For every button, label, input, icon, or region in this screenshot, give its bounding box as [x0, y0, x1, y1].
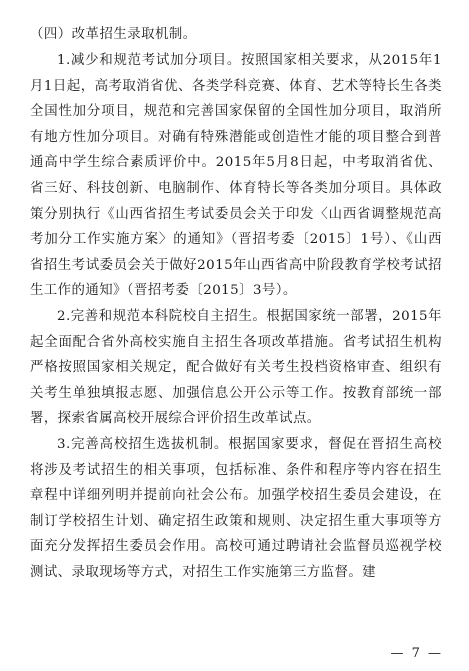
- document-page: [30, 22, 442, 585]
- paragraph-3: 3.完善高校招生选拔机制。根据国家要求，督促在晋招生高校将涉及考试招生的相关事项，包括标准、条件和程序等内容在招生章程中详细列明并提前向社会公布。加强学校招生委员会建设，在制订学校招生计划、确定招生政策和规则、决定招生重大事项等方面充分发挥招生委员会作用。高校可通过聘请社会监督员巡视学校测试、录取现场等方式，对招生工作实施第三方监督。建: [30, 436, 442, 580]
- section-heading: （四）改革招生录取机制。: [30, 27, 197, 42]
- paragraph-1: 1.减少和规范考试加分项目。按照国家相关要求，从2015年1月1日起，高考取消省优、各类学科竞赛、体育、艺术等特长生各类全国性加分项目，规范和完善国家保留的全国性加分项目，取消所有地方性加分项目。对确有特殊潜能或创造性才能的项目整合到普通高中学生综合素质评价中。2015年5月8日起，中考取消省优、省三好、科技创新、电脑制作、体育特长等各类加分项目。具体政策分别执行《山西省招生考试委员会关于印发〈山西省调整规范高考加分工作实施方案〉的通知》（晋招考委〔2015〕1号）、《山西省招生考试委员会关于做好2015年山西省高中阶段教育学校考试招生工作的通知》（晋招考委〔2015〕3号）。: [30, 53, 442, 299]
- paragraph-2: 2.完善和规范本科院校自主招生。根据国家统一部署，2015年起全面配合省外高校实施自主招生各项改革措施。省考试招生机构严格按照国家相关规定，配合做好有关考生投档资格审查、组织有关考生单独填报志愿、加强信息公开公示等工作。按教育部统一部署，探索省属高校开展综合评价招生改革试点。: [30, 308, 442, 427]
- page-number: — 7 —: [390, 646, 443, 661]
